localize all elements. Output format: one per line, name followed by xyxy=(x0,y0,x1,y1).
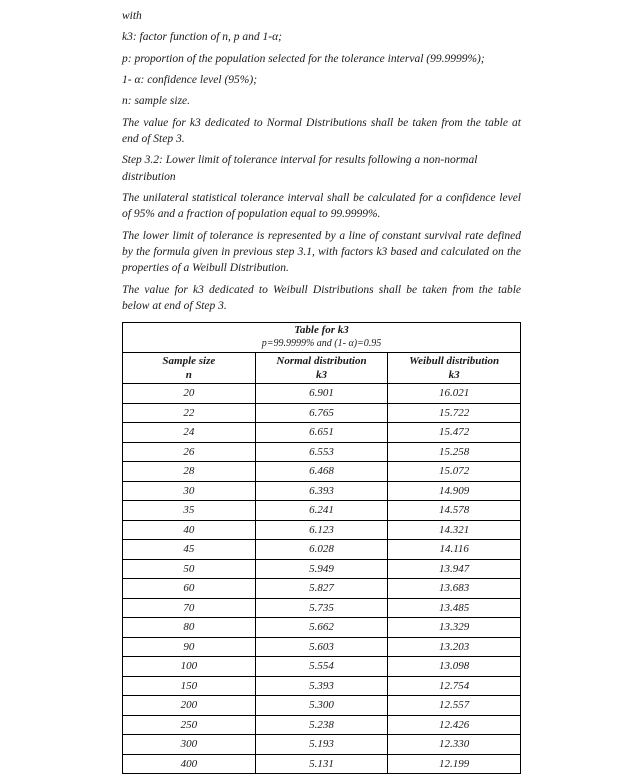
table-header-row xyxy=(123,352,521,384)
table-cell: 6.468 xyxy=(255,462,388,482)
table-cell: 14.578 xyxy=(388,501,521,521)
definition-k3: k3: factor function of n, p and 1-α; xyxy=(122,31,282,44)
table-cell: 5.238 xyxy=(255,715,388,735)
definition-p: p: proportion of the population selected for the tolerance interval (99.9999%); xyxy=(122,52,485,65)
table-title-cell xyxy=(123,323,521,352)
table-cell: 13.683 xyxy=(388,579,521,599)
table-cell: 5.131 xyxy=(255,754,388,774)
table-cell: 6.241 xyxy=(255,501,388,521)
table-subtitle: p=99.9999% and (1- α)=0.95 xyxy=(261,338,382,349)
column-header-weibull-distribution: Weibull distribution k3 xyxy=(388,352,521,384)
table-cell: 6.553 xyxy=(255,442,388,462)
table-row xyxy=(123,735,521,755)
table-row xyxy=(123,715,521,735)
table-cell: 15.472 xyxy=(388,423,521,443)
table-cell: 5.300 xyxy=(255,696,388,716)
table-cell: 80 xyxy=(123,618,256,638)
table-cell: 5.393 xyxy=(255,676,388,696)
table-row xyxy=(123,559,521,579)
paragraph-weibull-table-ref: The value for k3 dedicated to Weibull Distributions shall be taken from the table below at end of Step 3. xyxy=(122,283,521,312)
table-cell: 16.021 xyxy=(388,384,521,404)
table-cell: 6.028 xyxy=(255,540,388,560)
definition-alpha: 1- α: confidence level (95%); xyxy=(122,73,258,86)
table-cell: 60 xyxy=(123,579,256,599)
table-cell: 13.485 xyxy=(388,598,521,618)
table-cell: 50 xyxy=(123,559,256,579)
table-cell: 6.123 xyxy=(255,520,388,540)
table-row xyxy=(123,579,521,599)
table-cell: 30 xyxy=(123,481,256,501)
table-row xyxy=(123,657,521,677)
table-cell: 250 xyxy=(123,715,256,735)
paragraph-normal-table-ref: The value for k3 dedicated to Normal Distributions shall be taken from the table at end of Step 3. xyxy=(122,116,521,145)
table-cell: 24 xyxy=(123,423,256,443)
table-cell: 6.393 xyxy=(255,481,388,501)
table-row xyxy=(123,520,521,540)
table-cell: 150 xyxy=(123,676,256,696)
paragraph-lower-limit: The lower limit of tolerance is represented by a line of constant survival rate defined by the formula given in previous step 3.1, with factors k3 based and calculated on the properties of a Weibull Distribution. xyxy=(122,229,521,275)
table-row xyxy=(123,696,521,716)
table-cell: 15.258 xyxy=(388,442,521,462)
document-page xyxy=(122,8,521,774)
table-cell: 12.426 xyxy=(388,715,521,735)
table-cell: 45 xyxy=(123,540,256,560)
table-row xyxy=(123,637,521,657)
table-row xyxy=(123,442,521,462)
table-cell: 13.203 xyxy=(388,637,521,657)
table-row xyxy=(123,754,521,774)
table-cell: 6.651 xyxy=(255,423,388,443)
table-cell: 20 xyxy=(123,384,256,404)
table-cell: 28 xyxy=(123,462,256,482)
table-cell: 5.603 xyxy=(255,637,388,657)
table-row xyxy=(123,462,521,482)
table-cell: 14.909 xyxy=(388,481,521,501)
table-cell: 5.949 xyxy=(255,559,388,579)
step-3-2-heading: Step 3.2: Lower limit of tolerance interval for results following a non-normal distribution xyxy=(122,154,478,183)
table-cell: 12.330 xyxy=(388,735,521,755)
table-cell: 90 xyxy=(123,637,256,657)
table-cell: 13.329 xyxy=(388,618,521,638)
intro-text: with xyxy=(122,10,142,22)
table-row xyxy=(123,403,521,423)
table-cell: 400 xyxy=(123,754,256,774)
table-cell: 5.193 xyxy=(255,735,388,755)
table-cell: 100 xyxy=(123,657,256,677)
table-cell: 5.662 xyxy=(255,618,388,638)
table-cell: 14.116 xyxy=(388,540,521,560)
table-cell: 35 xyxy=(123,501,256,521)
k3-table xyxy=(122,322,521,774)
table-cell: 200 xyxy=(123,696,256,716)
table-cell: 6.901 xyxy=(255,384,388,404)
table-cell: 13.947 xyxy=(388,559,521,579)
table-row xyxy=(123,676,521,696)
paragraph-unilateral-interval: The unilateral statistical tolerance interval shall be calculated for a confidence level of 95% and a fraction of population equal to 99.9999%. xyxy=(122,191,521,221)
table-cell: 12.557 xyxy=(388,696,521,716)
table-cell: 15.072 xyxy=(388,462,521,482)
table-title-row xyxy=(123,323,521,352)
table-cell: 5.554 xyxy=(255,657,388,677)
table-cell: 26 xyxy=(123,442,256,462)
table-row xyxy=(123,540,521,560)
table-row xyxy=(123,384,521,404)
table-cell: 5.735 xyxy=(255,598,388,618)
table-cell: 15.722 xyxy=(388,403,521,423)
table-row xyxy=(123,501,521,521)
table-cell: 70 xyxy=(123,598,256,618)
table-cell: 12.199 xyxy=(388,754,521,774)
table-cell: 14.321 xyxy=(388,520,521,540)
definition-n: n: sample size. xyxy=(122,95,191,108)
column-header-sample-size: Sample size n xyxy=(123,352,256,384)
table-cell: 40 xyxy=(123,520,256,540)
table-cell: 22 xyxy=(123,403,256,423)
table-row xyxy=(123,598,521,618)
table-cell: 5.827 xyxy=(255,579,388,599)
table-cell: 13.098 xyxy=(388,657,521,677)
table-row xyxy=(123,481,521,501)
table-cell: 12.754 xyxy=(388,676,521,696)
table-title: Table for k3 xyxy=(294,324,349,337)
table-row xyxy=(123,618,521,638)
table-row xyxy=(123,423,521,443)
column-header-normal-distribution: Normal distribution k3 xyxy=(255,352,388,384)
table-cell: 300 xyxy=(123,735,256,755)
table-cell: 6.765 xyxy=(255,403,388,423)
